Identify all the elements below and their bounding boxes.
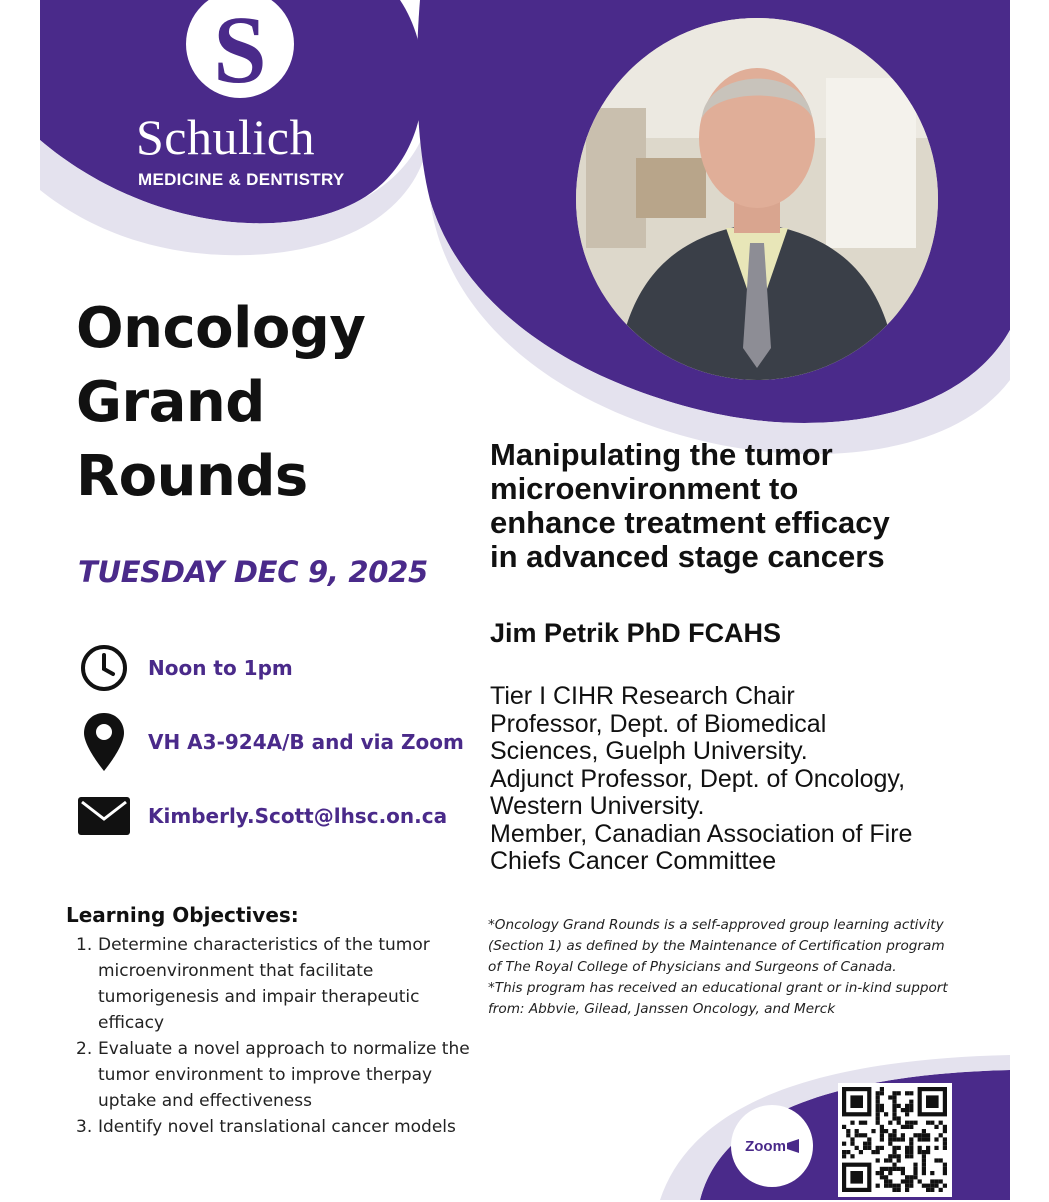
list-item-number: 1. [76,935,93,955]
event-date: TUESDAY DEC 9, 2025 [78,555,428,589]
list-item-text: Evaluate a novel approach to normalize the tumor environment to improve therpay uptake and effectiveness [98,1039,470,1111]
bio-line: Sciences, Guelph University. [490,737,808,765]
bio-line: Tier I CIHR Research Chair [490,682,795,710]
disclaimer-accreditation: *Oncology Grand Rounds is a self-approved group learning activity (Section 1) as defined by the Maintenance of Certification program of The Royal College of Physicians and Surgeons of Canada. [488,917,945,975]
clock-icon [78,642,130,694]
event-title [76,292,456,514]
speaker-name: Jim Petrik PhD FCAHS [490,618,782,648]
bio-line: Adjunct Professor, Dept. of Oncology, [490,764,906,793]
list-item-number: 3. [76,1117,93,1137]
objectives-heading: Learning Objectives: [66,903,299,927]
list-item [76,932,476,1036]
talk-title [490,438,1010,574]
qr-code[interactable] [838,1083,952,1197]
event-title-line: Grand [76,370,265,435]
map-pin-icon [78,716,130,768]
bio-line: Western University. [490,792,705,820]
disclaimer-sponsors: *This program has received an educational grant or in-kind support from: Abbvie, Gilead, Janssen Oncology, and Merck [488,980,948,1017]
talk-title-line: microenvironment to [490,471,799,506]
brand-name: Schulich [136,109,315,165]
talk-title-line: enhance treatment efficacy [490,505,890,540]
talk-title-line: Manipulating the tumor [490,437,833,472]
schulich-s-logo [186,0,294,100]
list-item [76,1036,476,1114]
event-title-line: Rounds [76,444,308,509]
contact-email[interactable]: Kimberly.Scott@lhsc.on.ca [148,804,448,828]
zoom-logo-icon[interactable] [731,1105,813,1187]
time-text: Noon to 1pm [148,656,293,680]
contact-row [78,786,447,846]
bio-line: Chiefs Cancer Committee [490,847,777,875]
talk-title-line: in advanced stage cancers [490,539,885,574]
svg-text:S: S [213,0,267,100]
list-item-number: 2. [76,1039,93,1059]
location-text: VH A3-924A/B and via Zoom [148,730,464,754]
bio-line: Member, Canadian Association of Fire [490,819,913,848]
objectives-list [76,932,476,1140]
zoom-label: Zoom [745,1137,786,1155]
list-item [76,1114,476,1140]
event-title-line: Oncology [76,296,366,361]
location-row [78,712,464,772]
list-item-text: Determine characteristics of the tumor microenvironment that facilitate tumorigenesis and impair therapeutic efficacy [98,935,430,1033]
speaker-bio [490,683,1020,876]
list-item-text: Identify novel translational cancer models [98,1117,456,1137]
disclaimer [488,915,958,1020]
bio-line: Professor, Dept. of Biomedical [490,709,827,738]
brand-subtitle: MEDICINE & DENTISTRY [138,170,345,189]
envelope-icon [78,790,130,842]
time-row [78,638,293,698]
speaker-photo [576,18,938,380]
